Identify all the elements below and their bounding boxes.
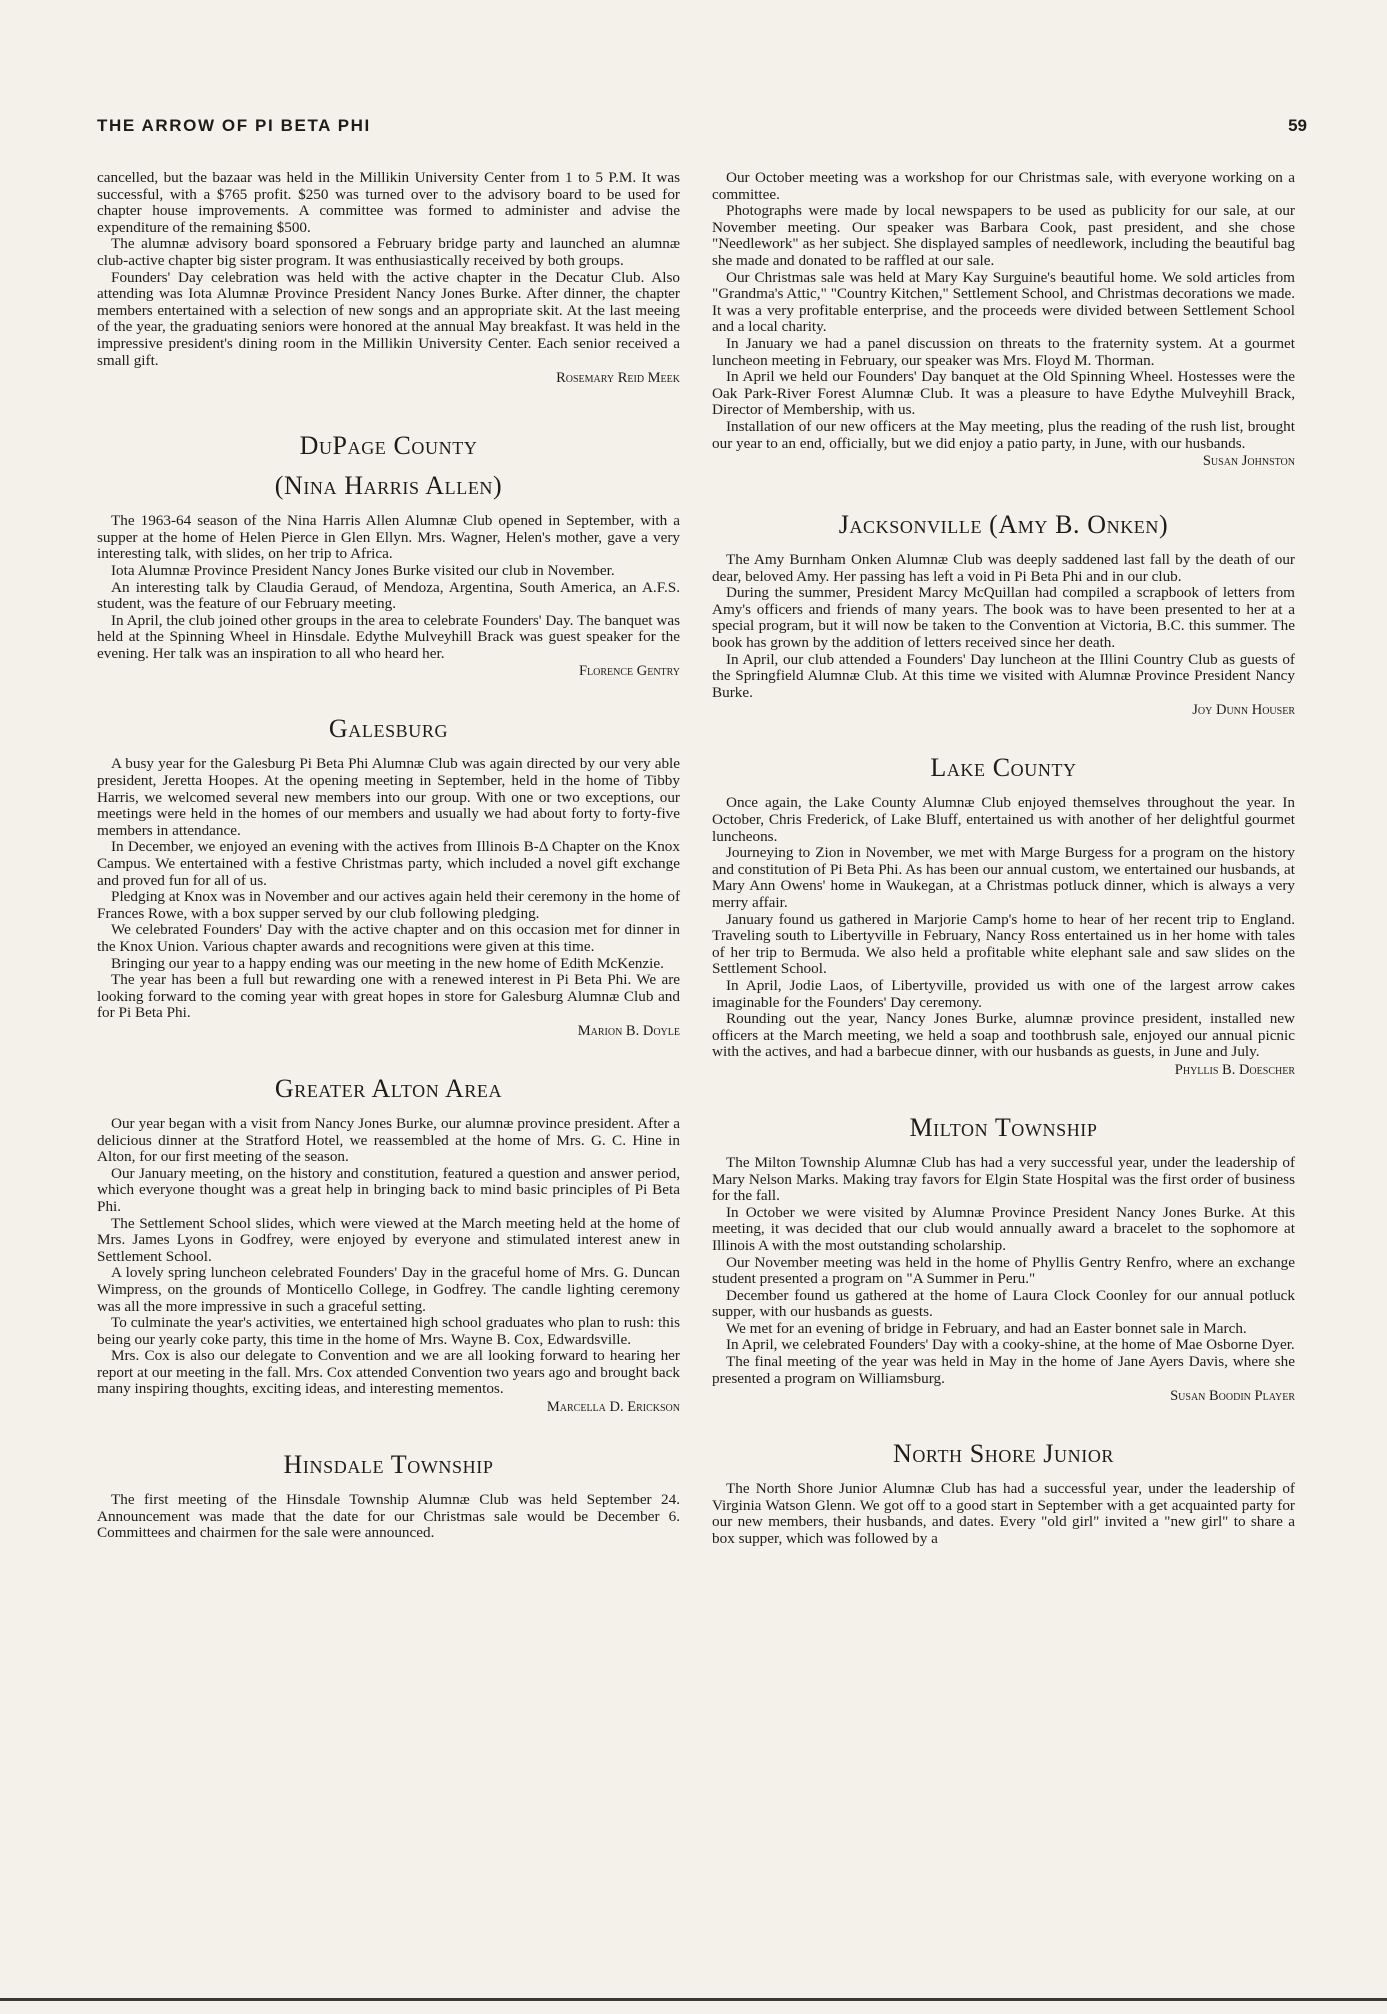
paragraph: In April, the club joined other groups in the area to celebrate Founders' Day. The banquet was held at the Spinning Wheel in Hinsdale. Edythe Mulveyhill Brack was guest speaker for the evening. Her talk was an inspiration to all who heard her. bbox=[97, 611, 680, 662]
paragraph: The North Shore Junior Alumnæ Club has had a successful year, under the leadership of Virginia Watson Glenn. We got off to a good start in September with a get acquainted party for our new members, their husbands, and dates. Every "old girl" invited a "new girl" to share a box supper, which was followed by a bbox=[712, 1480, 1295, 1548]
paragraph: Bringing our year to a happy ending was our meeting in the new home of Edith McKenzie. bbox=[111, 954, 664, 972]
section-dupage-county bbox=[97, 431, 680, 680]
paragraph: A busy year for the Galesburg Pi Beta Phi Alumnæ Club was again directed by our very able president, Jeretta Hoopes. At the opening meeting in September, held in the home of Tibby Harris, we welcomed several new members into our group. With one or two exceptions, our meetings were held in the homes of our members and usually we had about forty to forty-five members in attendance. bbox=[97, 755, 680, 839]
section-heading: North Shore Junior bbox=[892, 1439, 1115, 1469]
paragraph: Photographs were made by local newspapers to be used as publicity for our sale, at our November meeting. Our speaker was Barbara Cook, past president, and she chose "Needlework" as her subject. She displayed samples of needlework, including the beautiful bag she made and donated to be raffled at our sale. bbox=[712, 202, 1295, 269]
paragraph: In January we had a panel discussion on threats to the fraternity system. At a gourmet luncheon meeting in February, our speaker was Mrs. Floyd M. Thorman. bbox=[712, 334, 1295, 369]
paragraph: Our Christmas sale was held at Mary Kay Surguine's beautiful home. We sold articles from "Grandma's Attic," "Country Kitchen," Settlement School, and Christmas decorations we made. It was a very profitable enterprise, and the proceeds were divided between Settlement School and a local charity. bbox=[712, 268, 1295, 336]
left-column bbox=[97, 170, 680, 1542]
paragraph: In October we were visited by Alumnæ Province President Nancy Jones Burke. At this meeting, it was decided that our club would annually award a bracelet to the sophomore at Illinois A with the most outstanding scholarship. bbox=[712, 1203, 1295, 1254]
continued-article bbox=[97, 170, 680, 387]
section-north-shore-junior bbox=[712, 1439, 1295, 1547]
paragraph: We met for an evening of bridge in February, and had an Easter bonnet sale in March. bbox=[726, 1319, 1247, 1337]
author-signature: Marcella D. Erickson bbox=[546, 1399, 680, 1416]
section-galesburg bbox=[97, 714, 680, 1040]
right-column bbox=[712, 170, 1295, 1548]
section-heading-subtitle: (Nina Harris Allen) bbox=[274, 471, 503, 501]
paragraph: Installation of our new officers at the May meeting, plus the reading of the rush list, brought our year to an end, officially, but we did enjoy a patio party, in June, with our husbands. bbox=[712, 417, 1295, 452]
author-signature: Florence Gentry bbox=[578, 663, 680, 680]
paragraph: Founders' Day celebration was held with the active chapter in the Decatur Club. Also attending was Iota Alumnæ Province President Nancy Jones Burke. After dinner, the chapter members entertained with a selection of new songs and an appropriate skit. At the last meeing of the year, the graduating seniors were honored at the annual May breakfast. It was held in the impressive president's dining room in the Millikin University Center. Each senior received a small gift. bbox=[97, 268, 680, 369]
page-bottom-rule bbox=[0, 1998, 1387, 2001]
paragraph: January found us gathered in Marjorie Camp's home to hear of her recent trip to England. Traveling south to Libertyville in February, Nancy Ross entertained us in her home with tales of her trip to Bermuda. We also held a profitable white elephant sale and saw slides on the Settlement School. bbox=[712, 910, 1295, 978]
paragraph: Pledging at Knox was in November and our actives again held their ceremony in the home of Frances Rowe, with a box supper served by our club following pledging. bbox=[97, 888, 680, 922]
paragraph: The 1963-64 season of the Nina Harris Allen Alumnæ Club opened in September, with a supper at the home of Helen Pierce in Glen Ellyn. Mrs. Wagner, Helen's mother, gave a very interesting talk, with slides, on her trip to Africa. bbox=[97, 512, 680, 563]
paragraph: Journeying to Zion in November, we met with Marge Burgess for a program on the history and constitution of Pi Beta Phi. As has been our annual custom, we entertained our husbands, at Mary Ann Owens' home in Waukegan, at a Christmas potluck dinner, which is always a very merry affair. bbox=[712, 844, 1295, 911]
author-signature: Susan Boodin Player bbox=[1170, 1388, 1295, 1405]
paragraph: We celebrated Founders' Day with the active chapter and on this occasion met for dinner in the Knox Union. Various chapter awards and recognitions were given at this time. bbox=[97, 921, 680, 955]
continued-article bbox=[712, 170, 1295, 470]
paragraph: The Amy Burnham Onken Alumnæ Club was deeply saddened last fall by the death of our dear, beloved Amy. Her passing has left a void in Pi Beta Phi and in our club. bbox=[712, 551, 1295, 585]
paragraph: The first meeting of the Hinsdale Township Alumnæ Club was held September 24. Announcement was made that the date for our Christmas sale would be December 6. Committees and chairmen for the sale were announced. bbox=[97, 1491, 680, 1542]
section-hinsdale-township bbox=[97, 1450, 680, 1542]
paragraph: The final meeting of the year was held in May in the home of Jane Ayers Davis, where she presented a program on Williamsburg. bbox=[712, 1353, 1295, 1387]
section-greater-alton-area bbox=[97, 1074, 680, 1416]
paragraph: Rounding out the year, Nancy Jones Burke, alumnæ province president, installed new officers at the March meeting, we held a soap and toothbrush sale, enjoyed our annual picnic with the actives, and had a barbecue dinner, with our husbands as guests, in June and July. bbox=[712, 1010, 1295, 1061]
paragraph: An interesting talk by Claudia Geraud, of Mendoza, Argentina, South America, an A.F.S. student, was the feature of our February meeting. bbox=[97, 578, 680, 613]
paragraph: The Settlement School slides, which were viewed at the March meeting held at the home of Mrs. James Lyons in Godfrey, were enjoyed by everyone and stimulated interest anew in Settlement School. bbox=[97, 1214, 680, 1265]
section-heading: Milton Township bbox=[909, 1112, 1098, 1142]
running-head bbox=[97, 116, 1307, 136]
author-signature: Rosemary Reid Meek bbox=[556, 370, 680, 387]
paragraph: In April, Jodie Laos, of Libertyville, provided us with one of the largest arrow cakes imaginable for the Founders' Day ceremony. bbox=[712, 976, 1295, 1011]
paragraph: The alumnæ advisory board sponsored a February bridge party and launched an alumnæ club-active chapter big sister program. It was enthusiastically received by both groups. bbox=[97, 235, 680, 269]
section-heading: Jacksonville (Amy B. Onken) bbox=[838, 510, 1169, 540]
paragraph: Mrs. Cox is also our delegate to Convention and we are all looking forward to hearing her report at our meeting in the fall. Mrs. Cox attended Convention two years ago and brought back many inspiring thoughts, exciting ideas, and interesting mementos. bbox=[97, 1347, 680, 1398]
paragraph: In December, we enjoyed an evening with the actives from Illinois B-Δ Chapter on the Knox Campus. We entertained with a festive Christmas party, which included a novel gift exchange and proved fun for all of us. bbox=[97, 838, 680, 889]
section-heading: Lake County bbox=[930, 753, 1077, 783]
publication-title: THE ARROW OF PI BETA PHI bbox=[97, 116, 371, 135]
paragraph: Our January meeting, on the history and constitution, featured a question and answer period, which everyone thought was a great help in bringing back to mind basic principles of Pi Beta Phi. bbox=[97, 1164, 680, 1215]
paragraph: cancelled, but the bazaar was held in the Millikin University Center from 1 to 5 P.M. It was successful, with a $765 profit. $250 was turned over to the advisory board to be used for chapter house improvements. A committee was formed to administer and advise the expenditure of the remaining $500. bbox=[97, 169, 680, 236]
paragraph: Iota Alumnæ Province President Nancy Jones Burke visited our club in November. bbox=[111, 561, 615, 579]
paragraph: Our year began with a visit from Nancy Jones Burke, our alumnæ province president. After a delicious dinner at the Stratford Hotel, we reassembled at the home of Mrs. G. C. Hine in Alton, for our first meeting of the season. bbox=[97, 1114, 680, 1166]
paragraph: During the summer, President Marcy McQuillan had compiled a scrapbook of letters from Amy's officers and friends of many years. The book was to have been presented to her at a special program, but it will now be taken to the Convention at Victoria, B.C. this summer. The book has grown by the addition of letters received since her death. bbox=[712, 584, 1295, 652]
section-lake-county bbox=[712, 753, 1295, 1079]
author-signature: Joy Dunn Houser bbox=[1192, 702, 1295, 719]
section-heading: Greater Alton Area bbox=[274, 1073, 503, 1103]
paragraph: In April, we celebrated Founders' Day with a cooky-shine, at the home of Mae Osborne Dyer. bbox=[726, 1336, 1295, 1354]
paragraph: The year has been a full but rewarding one with a renewed interest in Pi Beta Phi. We are looking forward to the coming year with great hopes in store for Galesburg Alumnæ Club and for Pi Beta Phi. bbox=[97, 971, 680, 1022]
paragraph: The Milton Township Alumnæ Club has had a very successful year, under the leadership of Mary Nelson Marks. Making tray favors for Elgin State Hospital was the first order of business for the fall. bbox=[712, 1153, 1295, 1205]
paragraph: In April, our club attended a Founders' Day luncheon at the Illini Country Club as guests of the Springfield Alumnæ Club. At this time we visited with Alumnæ Province President Nancy Burke. bbox=[712, 650, 1295, 701]
section-heading: Hinsdale Township bbox=[283, 1450, 494, 1480]
paragraph: A lovely spring luncheon celebrated Founders' Day in the graceful home of Mrs. G. Duncan Wimpress, on the grounds of Monticello College, in Godfrey. The candle lighting ceremony was all the more impressive in such a graceful setting. bbox=[97, 1264, 680, 1315]
section-heading: Galesburg bbox=[328, 714, 449, 744]
section-milton-township bbox=[712, 1113, 1295, 1405]
paragraph: Our October meeting was a workshop for our Christmas sale, with everyone working on a committee. bbox=[712, 169, 1295, 203]
paragraph: Our November meeting was held in the home of Phyllis Gentry Renfro, where an exchange student presented a program on "A Summer in Peru." bbox=[712, 1253, 1295, 1288]
author-signature: Phyllis B. Doescher bbox=[1174, 1061, 1295, 1078]
paragraph: December found us gathered at the home of Laura Clock Coonley for our annual potluck supper, with our husbands as guests. bbox=[712, 1286, 1295, 1321]
author-signature: Marion B. Doyle bbox=[577, 1022, 680, 1039]
section-heading bbox=[97, 431, 680, 501]
paragraph: To culminate the year's activities, we entertained high school graduates who plan to rush: this being our yearly coke party, this time in the home of Mrs. Wayne B. Cox, Edwardsville. bbox=[97, 1314, 680, 1348]
section-heading-title: DuPage County bbox=[299, 431, 478, 461]
page-number: 59 bbox=[1288, 116, 1307, 135]
author-signature: Susan Johnston bbox=[1202, 453, 1295, 470]
paragraph: In April we held our Founders' Day banquet at the Old Spinning Wheel. Hostesses were the Oak Park-River Forest Alumnæ Club. It was a pleasure to have Edythe Mulveyhill Brack, Director of Membership, with us. bbox=[712, 368, 1295, 419]
section-jacksonville bbox=[712, 510, 1295, 719]
paragraph: Once again, the Lake County Alumnæ Club enjoyed themselves throughout the year. In October, Chris Frederick, of Lake Bluff, entertained us with another of her delightful gourmet luncheons. bbox=[712, 794, 1295, 845]
